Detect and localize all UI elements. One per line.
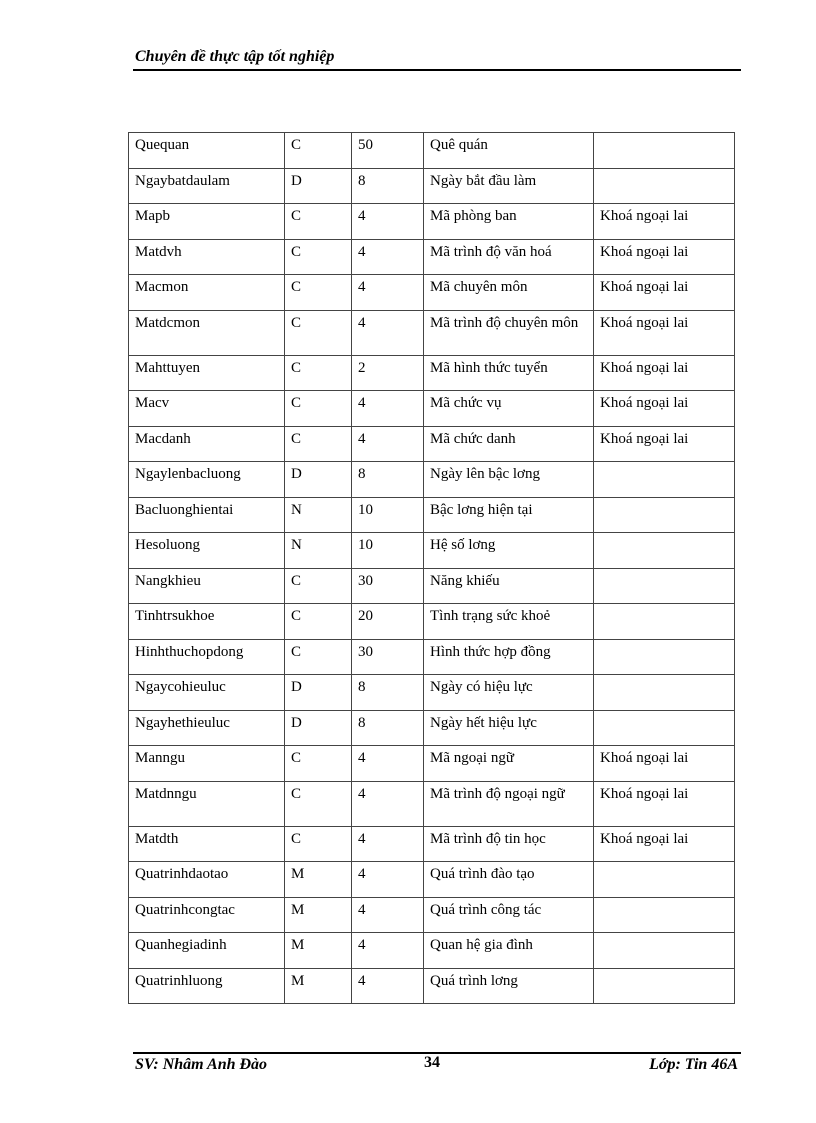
field-name-cell: Macdanh <box>129 426 285 462</box>
description-cell: Ngày có hiệu lực <box>424 675 594 711</box>
field-size-cell: 4 <box>352 275 424 311</box>
description-cell: Mã trình độ tin học <box>424 826 594 862</box>
table-row <box>129 133 735 169</box>
field-name-cell: Hesoluong <box>129 533 285 569</box>
note-cell <box>594 133 735 169</box>
data-type-cell: C <box>285 133 352 169</box>
note-cell: Khoá ngoại lai <box>594 239 735 275</box>
field-name-cell: Quatrinhluong <box>129 968 285 1004</box>
field-name-cell: Mahttuyen <box>129 355 285 391</box>
page-header-title: Chuyên đề thực tập tốt nghiệp <box>135 48 335 65</box>
note-cell <box>594 933 735 969</box>
field-name-cell: Quanhegiadinh <box>129 933 285 969</box>
table-row <box>129 533 735 569</box>
data-type-cell: D <box>285 710 352 746</box>
field-name-cell: Manngu <box>129 746 285 782</box>
note-cell: Khoá ngoại lai <box>594 746 735 782</box>
note-cell <box>594 462 735 498</box>
note-cell: Khoá ngoại lai <box>594 426 735 462</box>
header-divider <box>133 69 741 71</box>
description-cell: Quá trình đào tạo <box>424 862 594 898</box>
description-cell: Mã trình độ chuyên môn <box>424 310 594 355</box>
note-cell: Khoá ngoại lai <box>594 204 735 240</box>
field-name-cell: Quatrinhdaotao <box>129 862 285 898</box>
note-cell: Khoá ngoại lai <box>594 781 735 826</box>
field-size-cell: 10 <box>352 533 424 569</box>
field-size-cell: 4 <box>352 391 424 427</box>
note-cell: Khoá ngoại lai <box>594 275 735 311</box>
field-size-cell: 4 <box>352 239 424 275</box>
data-type-cell: C <box>285 426 352 462</box>
field-size-cell: 4 <box>352 746 424 782</box>
description-cell: Ngày lên bậc lơng <box>424 462 594 498</box>
note-cell <box>594 862 735 898</box>
field-size-cell: 4 <box>352 826 424 862</box>
footer-class-label: Lớp: Tin 46A <box>649 1056 738 1073</box>
field-size-cell: 30 <box>352 568 424 604</box>
data-type-cell: N <box>285 533 352 569</box>
description-cell: Ngày hết hiệu lực <box>424 710 594 746</box>
table-row <box>129 862 735 898</box>
note-cell: Khoá ngoại lai <box>594 391 735 427</box>
description-cell: Mã chức danh <box>424 426 594 462</box>
table-row <box>129 426 735 462</box>
description-cell: Mã trình độ ngoại ngữ <box>424 781 594 826</box>
field-size-cell: 10 <box>352 497 424 533</box>
data-type-cell: M <box>285 897 352 933</box>
table-row <box>129 204 735 240</box>
field-size-cell: 50 <box>352 133 424 169</box>
field-name-cell: Ngayhethieuluc <box>129 710 285 746</box>
note-cell <box>594 168 735 204</box>
table-row <box>129 497 735 533</box>
data-type-cell: D <box>285 675 352 711</box>
table-row <box>129 826 735 862</box>
data-type-cell: M <box>285 862 352 898</box>
table-row <box>129 568 735 604</box>
field-name-cell: Ngaylenbacluong <box>129 462 285 498</box>
table-row <box>129 462 735 498</box>
description-cell: Mã hình thức tuyển <box>424 355 594 391</box>
note-cell <box>594 568 735 604</box>
field-size-cell: 2 <box>352 355 424 391</box>
note-cell <box>594 710 735 746</box>
field-size-cell: 8 <box>352 168 424 204</box>
description-cell: Quan hệ gia đình <box>424 933 594 969</box>
description-cell: Hình thức hợp đồng <box>424 639 594 675</box>
table-body <box>129 133 735 1004</box>
table-row <box>129 675 735 711</box>
field-name-cell: Macv <box>129 391 285 427</box>
data-type-cell: C <box>285 568 352 604</box>
field-name-cell: Matdnngu <box>129 781 285 826</box>
field-name-cell: Nangkhieu <box>129 568 285 604</box>
data-type-cell: C <box>285 826 352 862</box>
table-row <box>129 275 735 311</box>
data-type-cell: C <box>285 310 352 355</box>
field-size-cell: 4 <box>352 310 424 355</box>
field-size-cell: 4 <box>352 204 424 240</box>
field-size-cell: 8 <box>352 462 424 498</box>
field-name-cell: Macmon <box>129 275 285 311</box>
description-cell: Mã trình độ văn hoá <box>424 239 594 275</box>
data-type-cell: C <box>285 604 352 640</box>
table-row <box>129 310 735 355</box>
table-row <box>129 968 735 1004</box>
note-cell <box>594 639 735 675</box>
field-name-cell: Matdth <box>129 826 285 862</box>
field-size-cell: 4 <box>352 933 424 969</box>
table-row <box>129 391 735 427</box>
note-cell <box>594 604 735 640</box>
field-size-cell: 4 <box>352 781 424 826</box>
note-cell: Khoá ngoại lai <box>594 826 735 862</box>
description-cell: Tình trạng sức khoẻ <box>424 604 594 640</box>
table-row <box>129 746 735 782</box>
description-cell: Quá trình công tác <box>424 897 594 933</box>
description-cell: Năng khiếu <box>424 568 594 604</box>
table-row <box>129 604 735 640</box>
footer-page-number: 34 <box>424 1054 440 1071</box>
data-type-cell: D <box>285 168 352 204</box>
field-size-cell: 4 <box>352 897 424 933</box>
table-row <box>129 355 735 391</box>
data-type-cell: C <box>285 204 352 240</box>
field-definition-table <box>128 132 735 1004</box>
field-size-cell: 4 <box>352 426 424 462</box>
field-size-cell: 20 <box>352 604 424 640</box>
note-cell <box>594 675 735 711</box>
data-type-cell: C <box>285 639 352 675</box>
description-cell: Mã chức vụ <box>424 391 594 427</box>
note-cell <box>594 533 735 569</box>
field-size-cell: 8 <box>352 675 424 711</box>
field-name-cell: Tinhtrsukhoe <box>129 604 285 640</box>
description-cell: Mã chuyên môn <box>424 275 594 311</box>
description-cell: Quá trình lơng <box>424 968 594 1004</box>
field-name-cell: Matdcmon <box>129 310 285 355</box>
description-cell: Bậc lơng hiện tại <box>424 497 594 533</box>
field-name-cell: Hinhthuchopdong <box>129 639 285 675</box>
data-type-cell: C <box>285 391 352 427</box>
data-type-cell: M <box>285 933 352 969</box>
table-row <box>129 897 735 933</box>
description-cell: Mã phòng ban <box>424 204 594 240</box>
description-cell: Hệ số lơng <box>424 533 594 569</box>
table-row <box>129 639 735 675</box>
data-type-cell: C <box>285 746 352 782</box>
description-cell: Mã ngoại ngữ <box>424 746 594 782</box>
description-cell: Ngày bắt đầu làm <box>424 168 594 204</box>
field-size-cell: 30 <box>352 639 424 675</box>
field-name-cell: Mapb <box>129 204 285 240</box>
footer-student-name: SV: Nhâm Anh Đào <box>135 1056 268 1073</box>
note-cell <box>594 497 735 533</box>
table-row <box>129 933 735 969</box>
field-name-cell: Bacluonghientai <box>129 497 285 533</box>
data-type-cell: C <box>285 239 352 275</box>
table-row <box>129 710 735 746</box>
note-cell: Khoá ngoại lai <box>594 355 735 391</box>
field-size-cell: 8 <box>352 710 424 746</box>
field-name-cell: Matdvh <box>129 239 285 275</box>
data-type-cell: M <box>285 968 352 1004</box>
data-type-cell: C <box>285 355 352 391</box>
table-row <box>129 168 735 204</box>
note-cell <box>594 897 735 933</box>
data-type-cell: C <box>285 781 352 826</box>
field-name-cell: Quatrinhcongtac <box>129 897 285 933</box>
description-cell: Quê quán <box>424 133 594 169</box>
data-type-cell: C <box>285 275 352 311</box>
field-name-cell: Quequan <box>129 133 285 169</box>
field-name-cell: Ngaybatdaulam <box>129 168 285 204</box>
field-size-cell: 4 <box>352 862 424 898</box>
table-row <box>129 239 735 275</box>
data-type-cell: N <box>285 497 352 533</box>
data-type-cell: D <box>285 462 352 498</box>
field-name-cell: Ngaycohieuluc <box>129 675 285 711</box>
note-cell: Khoá ngoại lai <box>594 310 735 355</box>
note-cell <box>594 968 735 1004</box>
table-row <box>129 781 735 826</box>
field-size-cell: 4 <box>352 968 424 1004</box>
